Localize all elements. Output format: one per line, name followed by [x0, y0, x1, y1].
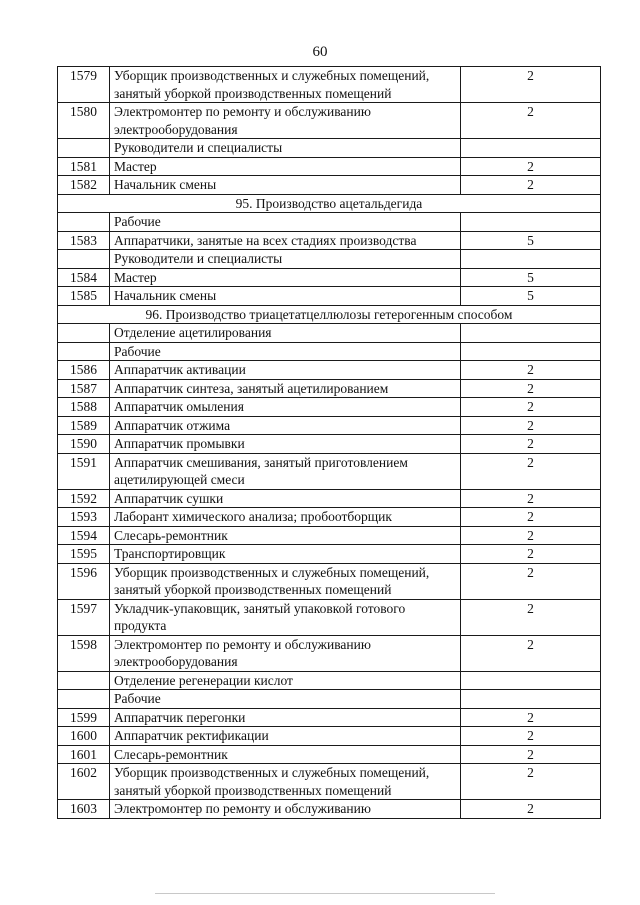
subheading-row — [58, 671, 601, 690]
row-number — [58, 342, 110, 361]
subheading-label: Руководители и специалисты — [110, 139, 461, 158]
subheading-row — [58, 690, 601, 709]
profession-name: Слесарь-ремонтник — [110, 745, 461, 764]
section-heading: 96. Производство триацетатцеллюлозы гетерогенным способом — [58, 305, 601, 324]
table-row — [58, 67, 601, 103]
row-number: 1595 — [58, 545, 110, 564]
table-row — [58, 599, 601, 635]
table-row — [58, 508, 601, 527]
row-number — [58, 213, 110, 232]
profession-name: Аппаратчик сушки — [110, 489, 461, 508]
subheading-label: Рабочие — [110, 342, 461, 361]
subheading-row — [58, 342, 601, 361]
row-number: 1587 — [58, 379, 110, 398]
row-value: 2 — [461, 800, 601, 819]
table-row — [58, 708, 601, 727]
table-row — [58, 379, 601, 398]
subheading-row — [58, 250, 601, 269]
row-number: 1583 — [58, 231, 110, 250]
profession-name: Мастер — [110, 157, 461, 176]
profession-name: Начальник смены — [110, 287, 461, 306]
subheading-row — [58, 324, 601, 343]
profession-name: Аппаратчик активации — [110, 361, 461, 380]
row-number: 1588 — [58, 398, 110, 417]
table-row — [58, 489, 601, 508]
row-value — [461, 324, 601, 343]
subheading-label: Отделение регенерации кислот — [110, 671, 461, 690]
subheading-label: Отделение ацетилирования — [110, 324, 461, 343]
subheading-row — [58, 139, 601, 158]
row-value: 2 — [461, 563, 601, 599]
profession-name: Аппаратчики, занятые на всех стадиях производства — [110, 231, 461, 250]
profession-name: Электромонтер по ремонту и обслуживанию электрооборудования — [110, 635, 461, 671]
row-value: 2 — [461, 545, 601, 564]
row-value — [461, 213, 601, 232]
table-row — [58, 287, 601, 306]
table-row — [58, 268, 601, 287]
row-value: 2 — [461, 103, 601, 139]
table-row — [58, 563, 601, 599]
profession-name: Транспортировщик — [110, 545, 461, 564]
profession-name: Мастер — [110, 268, 461, 287]
profession-name: Аппаратчик синтеза, занятый ацетилированием — [110, 379, 461, 398]
profession-name: Электромонтер по ремонту и обслуживанию — [110, 800, 461, 819]
row-value: 2 — [461, 599, 601, 635]
row-number — [58, 250, 110, 269]
row-value: 2 — [461, 453, 601, 489]
row-value: 2 — [461, 379, 601, 398]
profession-name: Начальник смены — [110, 176, 461, 195]
table-row — [58, 176, 601, 195]
row-number: 1584 — [58, 268, 110, 287]
row-number: 1601 — [58, 745, 110, 764]
profession-name: Лаборант химического анализа; пробоотборщик — [110, 508, 461, 527]
table-row — [58, 103, 601, 139]
table-row — [58, 800, 601, 819]
profession-name: Аппаратчик омыления — [110, 398, 461, 417]
table-row — [58, 727, 601, 746]
row-value — [461, 690, 601, 709]
row-value: 2 — [461, 745, 601, 764]
row-value: 2 — [461, 176, 601, 195]
row-number: 1602 — [58, 764, 110, 800]
profession-name: Аппаратчик смешивания, занятый приготовлением ацетилирующей смеси — [110, 453, 461, 489]
profession-name: Аппаратчик ректификации — [110, 727, 461, 746]
row-number: 1599 — [58, 708, 110, 727]
row-value: 2 — [461, 435, 601, 454]
row-number — [58, 324, 110, 343]
section-heading-row — [58, 305, 601, 324]
row-value: 2 — [461, 764, 601, 800]
row-value: 2 — [461, 361, 601, 380]
profession-name: Уборщик производственных и служебных помещений, занятый уборкой производственных помещений — [110, 67, 461, 103]
row-number: 1603 — [58, 800, 110, 819]
row-value — [461, 139, 601, 158]
row-value: 2 — [461, 489, 601, 508]
row-number: 1597 — [58, 599, 110, 635]
row-value — [461, 342, 601, 361]
profession-name: Аппаратчик промывки — [110, 435, 461, 454]
profession-name: Уборщик производственных и служебных помещений, занятый уборкой производственных помещений — [110, 764, 461, 800]
table-row — [58, 416, 601, 435]
row-number: 1598 — [58, 635, 110, 671]
row-value — [461, 671, 601, 690]
table-row — [58, 635, 601, 671]
row-number: 1592 — [58, 489, 110, 508]
table-row — [58, 231, 601, 250]
profession-name: Укладчик-упаковщик, занятый упаковкой готового продукта — [110, 599, 461, 635]
row-number — [58, 671, 110, 690]
section-heading-row — [58, 194, 601, 213]
table-row — [58, 453, 601, 489]
row-value — [461, 250, 601, 269]
row-number: 1582 — [58, 176, 110, 195]
professions-table — [57, 66, 601, 819]
table-row — [58, 526, 601, 545]
row-number: 1581 — [58, 157, 110, 176]
row-value: 5 — [461, 268, 601, 287]
row-number: 1585 — [58, 287, 110, 306]
row-number — [58, 690, 110, 709]
table-row — [58, 764, 601, 800]
row-value: 2 — [461, 416, 601, 435]
table-row — [58, 157, 601, 176]
profession-name: Аппаратчик перегонки — [110, 708, 461, 727]
row-value: 2 — [461, 67, 601, 103]
section-heading: 95. Производство ацетальдегида — [58, 194, 601, 213]
row-value: 2 — [461, 157, 601, 176]
row-value: 2 — [461, 727, 601, 746]
row-number: 1594 — [58, 526, 110, 545]
subheading-row — [58, 213, 601, 232]
row-number: 1596 — [58, 563, 110, 599]
row-number: 1591 — [58, 453, 110, 489]
row-number: 1589 — [58, 416, 110, 435]
row-value: 2 — [461, 635, 601, 671]
table-row — [58, 545, 601, 564]
row-value: 2 — [461, 398, 601, 417]
row-value: 2 — [461, 708, 601, 727]
table-row — [58, 361, 601, 380]
page-number: 60 — [312, 44, 328, 60]
row-number: 1586 — [58, 361, 110, 380]
subheading-label: Рабочие — [110, 690, 461, 709]
row-number: 1579 — [58, 67, 110, 103]
row-number: 1590 — [58, 435, 110, 454]
row-value: 2 — [461, 526, 601, 545]
table-row — [58, 435, 601, 454]
subheading-label: Руководители и специалисты — [110, 250, 461, 269]
row-number — [58, 139, 110, 158]
row-number: 1593 — [58, 508, 110, 527]
row-value: 2 — [461, 508, 601, 527]
profession-name: Электромонтер по ремонту и обслуживанию электрооборудования — [110, 103, 461, 139]
profession-name: Уборщик производственных и служебных помещений, занятый уборкой производственных помещений — [110, 563, 461, 599]
profession-name: Слесарь-ремонтник — [110, 526, 461, 545]
row-value: 5 — [461, 231, 601, 250]
table-row — [58, 398, 601, 417]
subheading-label: Рабочие — [110, 213, 461, 232]
row-value: 5 — [461, 287, 601, 306]
table-body — [58, 67, 601, 819]
scan-artifact-line — [155, 893, 495, 894]
table-row — [58, 745, 601, 764]
row-number: 1600 — [58, 727, 110, 746]
profession-name: Аппаратчик отжима — [110, 416, 461, 435]
row-number: 1580 — [58, 103, 110, 139]
